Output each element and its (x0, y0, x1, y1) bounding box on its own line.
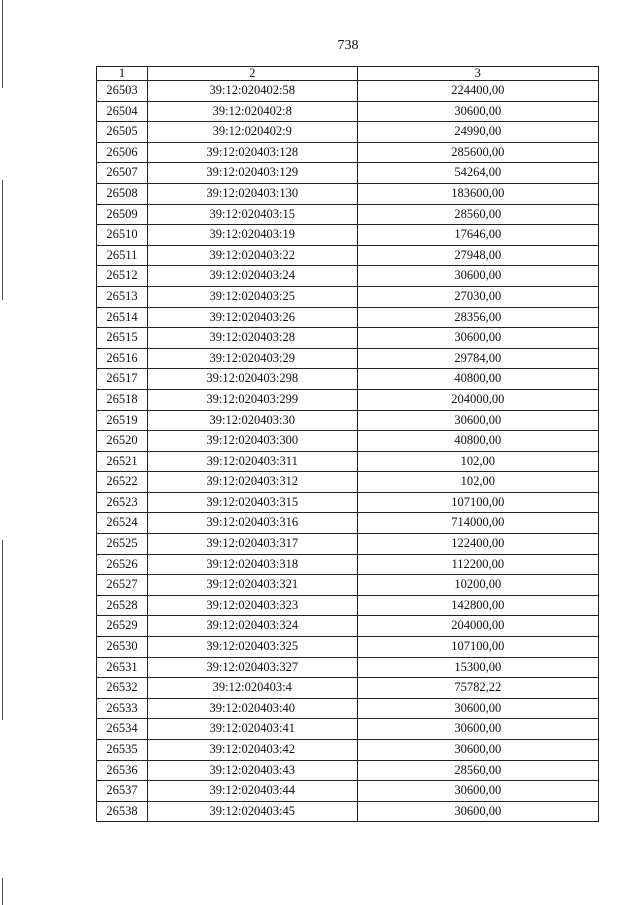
row-number-cell: 26512 (97, 266, 148, 287)
cadastral-number-cell: 39:12:020402:9 (147, 122, 357, 143)
row-number-cell: 26533 (97, 698, 148, 719)
row-number-cell: 26517 (97, 369, 148, 390)
cadastral-number-cell: 39:12:020403:300 (147, 431, 357, 452)
table-row (97, 286, 599, 307)
value-cell: 54264,00 (357, 163, 598, 184)
row-number-cell: 26514 (97, 307, 148, 328)
table-row (97, 348, 599, 369)
row-number-cell: 26538 (97, 801, 148, 822)
row-number-cell: 26535 (97, 740, 148, 761)
row-number-cell: 26505 (97, 122, 148, 143)
value-cell: 28560,00 (357, 760, 598, 781)
row-number-cell: 26532 (97, 678, 148, 699)
table-row (97, 389, 599, 410)
value-cell: 30600,00 (357, 719, 598, 740)
cadastral-number-cell: 39:12:020403:298 (147, 369, 357, 390)
value-cell: 204000,00 (357, 389, 598, 410)
value-cell: 285600,00 (357, 142, 598, 163)
value-cell: 17646,00 (357, 225, 598, 246)
cadastral-number-cell: 39:12:020403:4 (147, 678, 357, 699)
table-row (97, 740, 599, 761)
cadastral-number-cell: 39:12:020403:321 (147, 575, 357, 596)
table-row (97, 307, 599, 328)
row-number-cell: 26516 (97, 348, 148, 369)
value-cell: 107100,00 (357, 492, 598, 513)
row-number-cell: 26509 (97, 204, 148, 225)
value-cell: 27030,00 (357, 286, 598, 307)
table-row (97, 760, 599, 781)
row-number-cell: 26508 (97, 183, 148, 204)
table-row (97, 369, 599, 390)
row-number-cell: 26507 (97, 163, 148, 184)
table-row (97, 328, 599, 349)
row-number-cell: 26523 (97, 492, 148, 513)
cadastral-number-cell: 39:12:020403:317 (147, 534, 357, 555)
value-cell: 28560,00 (357, 204, 598, 225)
row-number-cell: 26506 (97, 142, 148, 163)
row-number-cell: 26518 (97, 389, 148, 410)
table-row (97, 225, 599, 246)
value-cell: 107100,00 (357, 637, 598, 658)
value-cell: 142800,00 (357, 595, 598, 616)
value-cell: 75782,22 (357, 678, 598, 699)
margin-rule (2, 180, 3, 300)
table-row (97, 637, 599, 658)
table-row (97, 163, 599, 184)
cadastral-number-cell: 39:12:020403:315 (147, 492, 357, 513)
table-body (97, 81, 599, 822)
margin-rule (2, 540, 3, 720)
value-cell: 15300,00 (357, 657, 598, 678)
value-cell: 29784,00 (357, 348, 598, 369)
table-row (97, 266, 599, 287)
table-row (97, 657, 599, 678)
value-cell: 122400,00 (357, 534, 598, 555)
row-number-cell: 26537 (97, 781, 148, 802)
table-row (97, 595, 599, 616)
page-number: 738 (337, 38, 359, 53)
value-cell: 102,00 (357, 472, 598, 493)
cadastral-number-cell: 39:12:020403:28 (147, 328, 357, 349)
column-header: 2 (147, 67, 357, 81)
row-number-cell: 26515 (97, 328, 148, 349)
table-row (97, 410, 599, 431)
table-row (97, 616, 599, 637)
value-cell: 224400,00 (357, 81, 598, 102)
cadastral-number-cell: 39:12:020403:323 (147, 595, 357, 616)
table-header-row (97, 67, 599, 81)
value-cell: 40800,00 (357, 369, 598, 390)
value-cell: 10200,00 (357, 575, 598, 596)
row-number-cell: 26524 (97, 513, 148, 534)
cadastral-number-cell: 39:12:020403:130 (147, 183, 357, 204)
table-row (97, 801, 599, 822)
value-cell: 30600,00 (357, 266, 598, 287)
column-header: 1 (97, 67, 148, 81)
cadastral-number-cell: 39:12:020403:15 (147, 204, 357, 225)
row-number-cell: 26534 (97, 719, 148, 740)
table-row (97, 534, 599, 555)
row-number-cell: 26527 (97, 575, 148, 596)
row-number-cell: 26528 (97, 595, 148, 616)
row-number-cell: 26503 (97, 81, 148, 102)
value-cell: 27948,00 (357, 245, 598, 266)
cadastral-number-cell: 39:12:020402:8 (147, 101, 357, 122)
cadastral-number-cell: 39:12:020403:327 (147, 657, 357, 678)
row-number-cell: 26530 (97, 637, 148, 658)
table-row (97, 781, 599, 802)
table-row (97, 678, 599, 699)
cadastral-number-cell: 39:12:020403:44 (147, 781, 357, 802)
cadastral-number-cell: 39:12:020402:58 (147, 81, 357, 102)
row-number-cell: 26522 (97, 472, 148, 493)
table-row (97, 122, 599, 143)
value-cell: 24990,00 (357, 122, 598, 143)
table-row (97, 575, 599, 596)
cadastral-number-cell: 39:12:020403:25 (147, 286, 357, 307)
cadastral-number-cell: 39:12:020403:324 (147, 616, 357, 637)
cadastral-number-cell: 39:12:020403:316 (147, 513, 357, 534)
row-number-cell: 26521 (97, 451, 148, 472)
row-number-cell: 26529 (97, 616, 148, 637)
value-cell: 714000,00 (357, 513, 598, 534)
table-row (97, 472, 599, 493)
table-row (97, 81, 599, 102)
row-number-cell: 26520 (97, 431, 148, 452)
table-row (97, 245, 599, 266)
cadastral-number-cell: 39:12:020403:45 (147, 801, 357, 822)
row-number-cell: 26511 (97, 245, 148, 266)
table-row (97, 698, 599, 719)
cadastral-number-cell: 39:12:020403:128 (147, 142, 357, 163)
row-number-cell: 26525 (97, 534, 148, 555)
row-number-cell: 26536 (97, 760, 148, 781)
table-row (97, 554, 599, 575)
value-cell: 112200,00 (357, 554, 598, 575)
value-cell: 102,00 (357, 451, 598, 472)
value-cell: 40800,00 (357, 431, 598, 452)
cadastral-number-cell: 39:12:020403:22 (147, 245, 357, 266)
table-row (97, 492, 599, 513)
table-row (97, 513, 599, 534)
table-row (97, 142, 599, 163)
cadastral-number-cell: 39:12:020403:42 (147, 740, 357, 761)
cadastral-number-cell: 39:12:020403:26 (147, 307, 357, 328)
cadastral-number-cell: 39:12:020403:24 (147, 266, 357, 287)
column-header: 3 (357, 67, 598, 81)
value-cell: 28356,00 (357, 307, 598, 328)
margin-rule (2, 878, 3, 905)
table-row (97, 183, 599, 204)
cadastral-number-cell: 39:12:020403:325 (147, 637, 357, 658)
table-row (97, 101, 599, 122)
table-row (97, 719, 599, 740)
cadastral-number-cell: 39:12:020403:129 (147, 163, 357, 184)
cadastral-number-cell: 39:12:020403:312 (147, 472, 357, 493)
value-cell: 30600,00 (357, 328, 598, 349)
value-cell: 30600,00 (357, 101, 598, 122)
registry-table (96, 66, 599, 822)
cadastral-number-cell: 39:12:020403:311 (147, 451, 357, 472)
value-cell: 30600,00 (357, 410, 598, 431)
value-cell: 30600,00 (357, 801, 598, 822)
row-number-cell: 26510 (97, 225, 148, 246)
table-row (97, 451, 599, 472)
value-cell: 30600,00 (357, 740, 598, 761)
cadastral-number-cell: 39:12:020403:318 (147, 554, 357, 575)
cadastral-number-cell: 39:12:020403:29 (147, 348, 357, 369)
cadastral-number-cell: 39:12:020403:299 (147, 389, 357, 410)
value-cell: 30600,00 (357, 698, 598, 719)
row-number-cell: 26526 (97, 554, 148, 575)
cadastral-number-cell: 39:12:020403:41 (147, 719, 357, 740)
cadastral-number-cell: 39:12:020403:43 (147, 760, 357, 781)
cadastral-number-cell: 39:12:020403:40 (147, 698, 357, 719)
cadastral-number-cell: 39:12:020403:19 (147, 225, 357, 246)
row-number-cell: 26504 (97, 101, 148, 122)
value-cell: 183600,00 (357, 183, 598, 204)
table-row (97, 431, 599, 452)
row-number-cell: 26531 (97, 657, 148, 678)
value-cell: 204000,00 (357, 616, 598, 637)
value-cell: 30600,00 (357, 781, 598, 802)
margin-rule (2, 0, 3, 88)
table-row (97, 204, 599, 225)
cadastral-number-cell: 39:12:020403:30 (147, 410, 357, 431)
row-number-cell: 26519 (97, 410, 148, 431)
row-number-cell: 26513 (97, 286, 148, 307)
